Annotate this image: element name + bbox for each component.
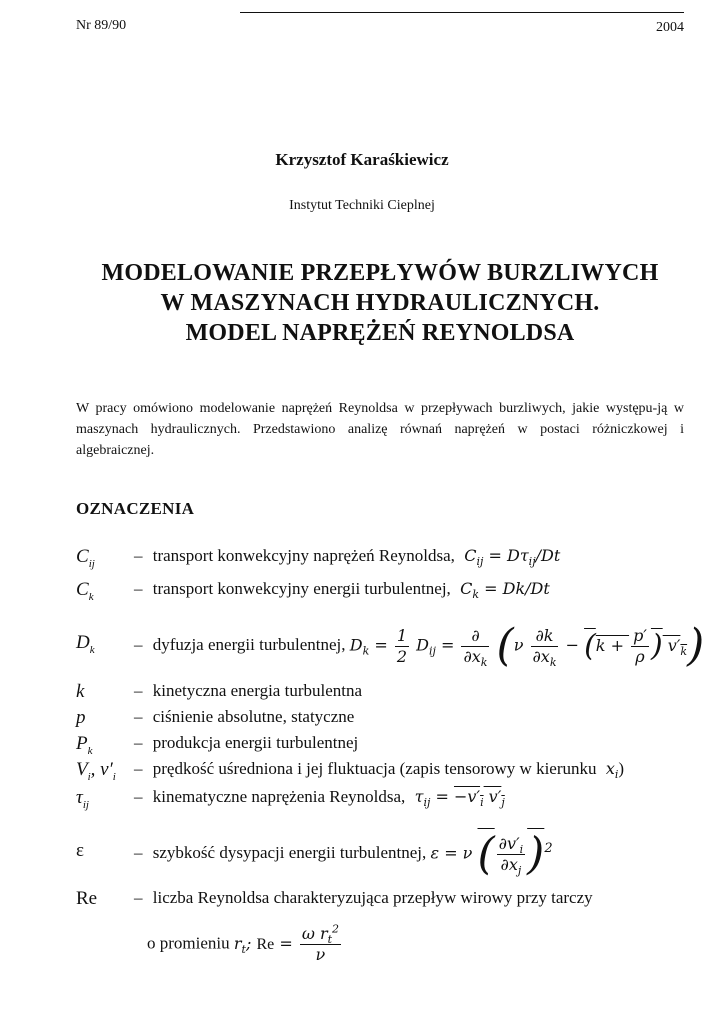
symbol-p: p xyxy=(76,707,86,728)
description-dk: dyfuzja energii turbulentnej, xyxy=(152,634,346,654)
dash: – xyxy=(134,759,143,778)
issue-number: Nr 89/90 xyxy=(76,18,127,33)
description-p: ciśnienie absolutne, statyczne xyxy=(152,707,355,726)
dash: – xyxy=(134,579,143,598)
symbol-dk: $D_k$ xyxy=(76,632,95,656)
formula-dk: $D_k$ = $\frac{1}{2}$ $D_{ij}$ = $\frac{\partial}{\partial x_k}$ (ν $\frac{\partial k}{\partial x_k}$ − (k + $\frac{p'}{\rho}$ ) $v'_k$) xyxy=(349,620,705,671)
title-line-2: W MASZYNACH HYDRAULICZNYCH. xyxy=(160,290,600,316)
description-cij: transport konwekcyjny naprężeń Reynoldsa, xyxy=(152,546,455,565)
dash: – xyxy=(134,733,143,752)
formula-tau: $\tau_{ij} = -v'_i$ $v'_j$ xyxy=(409,787,505,810)
author-name: Krzysztof Karaśkiewicz xyxy=(275,150,449,169)
formula-re: $r_t$; Re = $\frac{\omega r_t^2}{\nu}$ xyxy=(233,922,340,964)
symbol-k: k xyxy=(76,681,85,702)
dash: – xyxy=(134,681,143,700)
symbol-ck: $C_k$ xyxy=(76,579,94,603)
description-v: prędkość uśredniona i jej fluktuacja (zapis tensorowy w kierunku xyxy=(152,759,597,778)
description-ck: transport konwekcyjny energii turbulentnej, xyxy=(152,579,451,598)
title-line-1: MODELOWANIE PRZEPŁYWÓW BURZLIWYCH xyxy=(101,260,659,286)
description-re: liczba Reynoldsa charakteryzująca przepływ wirowy przy tarczy xyxy=(152,888,593,907)
symbol-cij: $C_{ij}$ xyxy=(76,546,95,570)
nomenclature-row-eps xyxy=(76,824,696,884)
description-eps: szybkość dysypacji energii turbulentnej, xyxy=(152,842,427,862)
symbol-re: Re xyxy=(76,888,98,909)
dash: – xyxy=(134,707,143,726)
title-line-3: MODEL NAPRĘŻEŃ REYNOLDSA xyxy=(185,320,575,346)
dash: – xyxy=(134,546,143,565)
dash: – xyxy=(134,888,143,907)
description-pk: produkcja energii turbulentnej xyxy=(152,733,359,752)
abstract: W pracy omówiono modelowanie naprężeń Reynoldsa w przepływach burzliwych, jakie występu-ją w maszynach hydraulicznych. Przedstawiono analizę równań naprężeń w postaci różniczkowej i algebraicznej. xyxy=(76,401,684,458)
author-institute: Instytut Techniki Cieplnej xyxy=(289,198,435,213)
formula-cij: $C_{ij} = D\tau_{ij}/Dt$ xyxy=(459,546,561,569)
paper-title xyxy=(60,258,700,348)
section-heading: OZNACZENIA xyxy=(76,499,195,518)
dash: – xyxy=(134,842,143,862)
closing-paren: ) xyxy=(618,759,625,778)
symbol-pk: $P_k$ xyxy=(76,733,93,757)
dash: – xyxy=(134,634,143,654)
symbol-eps: ε xyxy=(76,840,84,861)
description-k: kinetyczna energia turbulentna xyxy=(152,681,363,700)
description-tau: kinematyczne naprężenia Reynoldsa, xyxy=(152,787,406,806)
publication-year: 2004 xyxy=(656,20,684,35)
header-rule xyxy=(240,12,684,13)
nomenclature-row-re-continued xyxy=(147,924,343,965)
formula-eps: ε = ν ( $\frac{\partial v'_i}{\partial x_j}$ )$^2$ xyxy=(430,828,553,879)
dash: – xyxy=(134,787,143,806)
symbol-tau: $\tau_{ij}$ xyxy=(76,787,89,811)
formula-v: $x_i$ xyxy=(600,759,619,782)
nomenclature-row-dk xyxy=(76,614,705,671)
symbol-v: $V_i$, $v'_i$ xyxy=(76,759,116,783)
formula-ck: $C_k = Dk/Dt$ xyxy=(455,579,550,602)
description-re-2: o promieniu xyxy=(147,933,230,953)
